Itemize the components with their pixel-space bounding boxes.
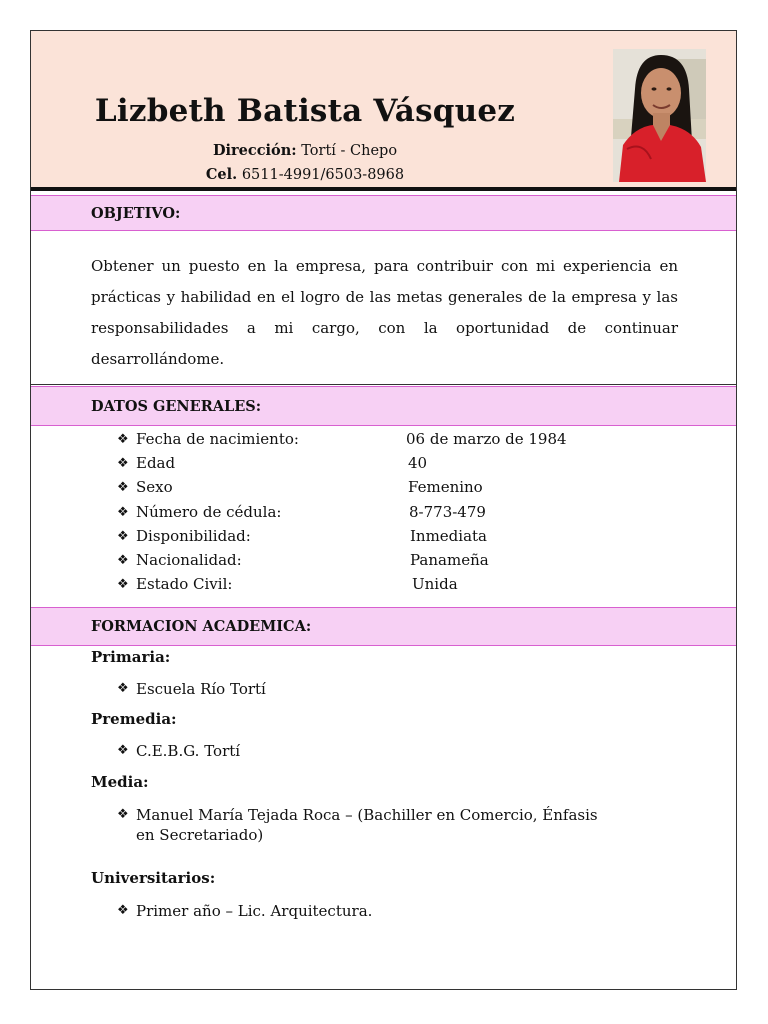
phone-value: 6511-4991/6503-8968 (241, 167, 405, 183)
education-item-text: Escuela Río Tortí (136, 680, 266, 698)
objective-text: Obtener un puesto en la empresa, para contribuir con mi experiencia en prácticas y habilidad en el logro de las metas generales de la empresa y las responsabilidades a mi cargo, con la oportunidad de continuar desarrollándome. (91, 257, 678, 368)
section-objective (31, 195, 736, 231)
row-label: Edad (136, 454, 176, 472)
premedia-heading: Premedia: (91, 710, 177, 728)
resume-page (30, 30, 737, 990)
diamond-bullet-icon: ❖ (117, 681, 129, 696)
section-general-title: DATOS GENERALES: (91, 397, 262, 415)
media-heading: Media: (91, 773, 149, 791)
general-row (117, 524, 487, 548)
education-item (117, 805, 616, 845)
general-row (117, 548, 489, 572)
phone-line (31, 166, 579, 183)
education-item-text: Manuel María Tejada Roca – (Bachiller en Comercio, Énfasis en Secretariado) (136, 806, 598, 844)
row-label: Estado Civil: (136, 575, 233, 593)
row-value: Femenino (408, 478, 483, 496)
section-education (31, 607, 736, 646)
general-row (117, 572, 458, 596)
profile-photo (613, 49, 706, 182)
diamond-bullet-icon: ❖ (117, 743, 129, 758)
general-row (117, 475, 483, 499)
education-item (117, 741, 616, 761)
row-value: Panameña (410, 551, 489, 569)
candidate-name: Lizbeth Batista Vásquez (94, 93, 516, 129)
phone-label: Cel. (205, 166, 238, 183)
diamond-bullet-icon: ❖ (117, 479, 129, 495)
diamond-bullet-icon: ❖ (117, 528, 129, 544)
education-item-text: C.E.B.G. Tortí (136, 742, 241, 760)
diamond-bullet-icon: ❖ (117, 455, 129, 471)
section-education-title: FORMACION ACADEMICA: (91, 618, 312, 635)
resume-header (31, 31, 736, 191)
general-row (117, 427, 567, 451)
address-line (31, 142, 579, 159)
section-general-data (31, 386, 736, 426)
diamond-bullet-icon: ❖ (117, 552, 129, 568)
university-heading: Universitarios: (91, 869, 216, 887)
row-value: 06 de marzo de 1984 (406, 430, 567, 448)
row-label: Nacionalidad: (136, 551, 242, 569)
primary-heading: Primaria: (91, 648, 171, 666)
education-item (117, 901, 616, 921)
row-value: Inmediata (410, 527, 487, 545)
row-label: Disponibilidad: (136, 527, 251, 545)
diamond-bullet-icon: ❖ (117, 504, 129, 520)
general-row (117, 500, 486, 524)
education-item-text: Primer año – Lic. Arquitectura. (136, 902, 373, 920)
diamond-bullet-icon: ❖ (117, 807, 129, 822)
row-value: 40 (408, 454, 428, 472)
row-label: Fecha de nacimiento: (136, 430, 299, 448)
address-label: Dirección: (212, 142, 297, 159)
row-value: Unida (412, 575, 458, 593)
education-item (117, 679, 616, 699)
profile-photo-illustration (613, 49, 706, 182)
row-value: 8-773-479 (409, 503, 486, 521)
row-label: Sexo (136, 478, 173, 496)
divider (31, 384, 736, 385)
diamond-bullet-icon: ❖ (117, 903, 129, 918)
row-label: Número de cédula: (136, 503, 282, 521)
address-value: Tortí - Chepo (301, 143, 398, 159)
general-row (117, 451, 427, 475)
section-objective-title: OBJETIVO: (91, 204, 181, 222)
diamond-bullet-icon: ❖ (117, 576, 129, 592)
diamond-bullet-icon: ❖ (117, 431, 129, 447)
